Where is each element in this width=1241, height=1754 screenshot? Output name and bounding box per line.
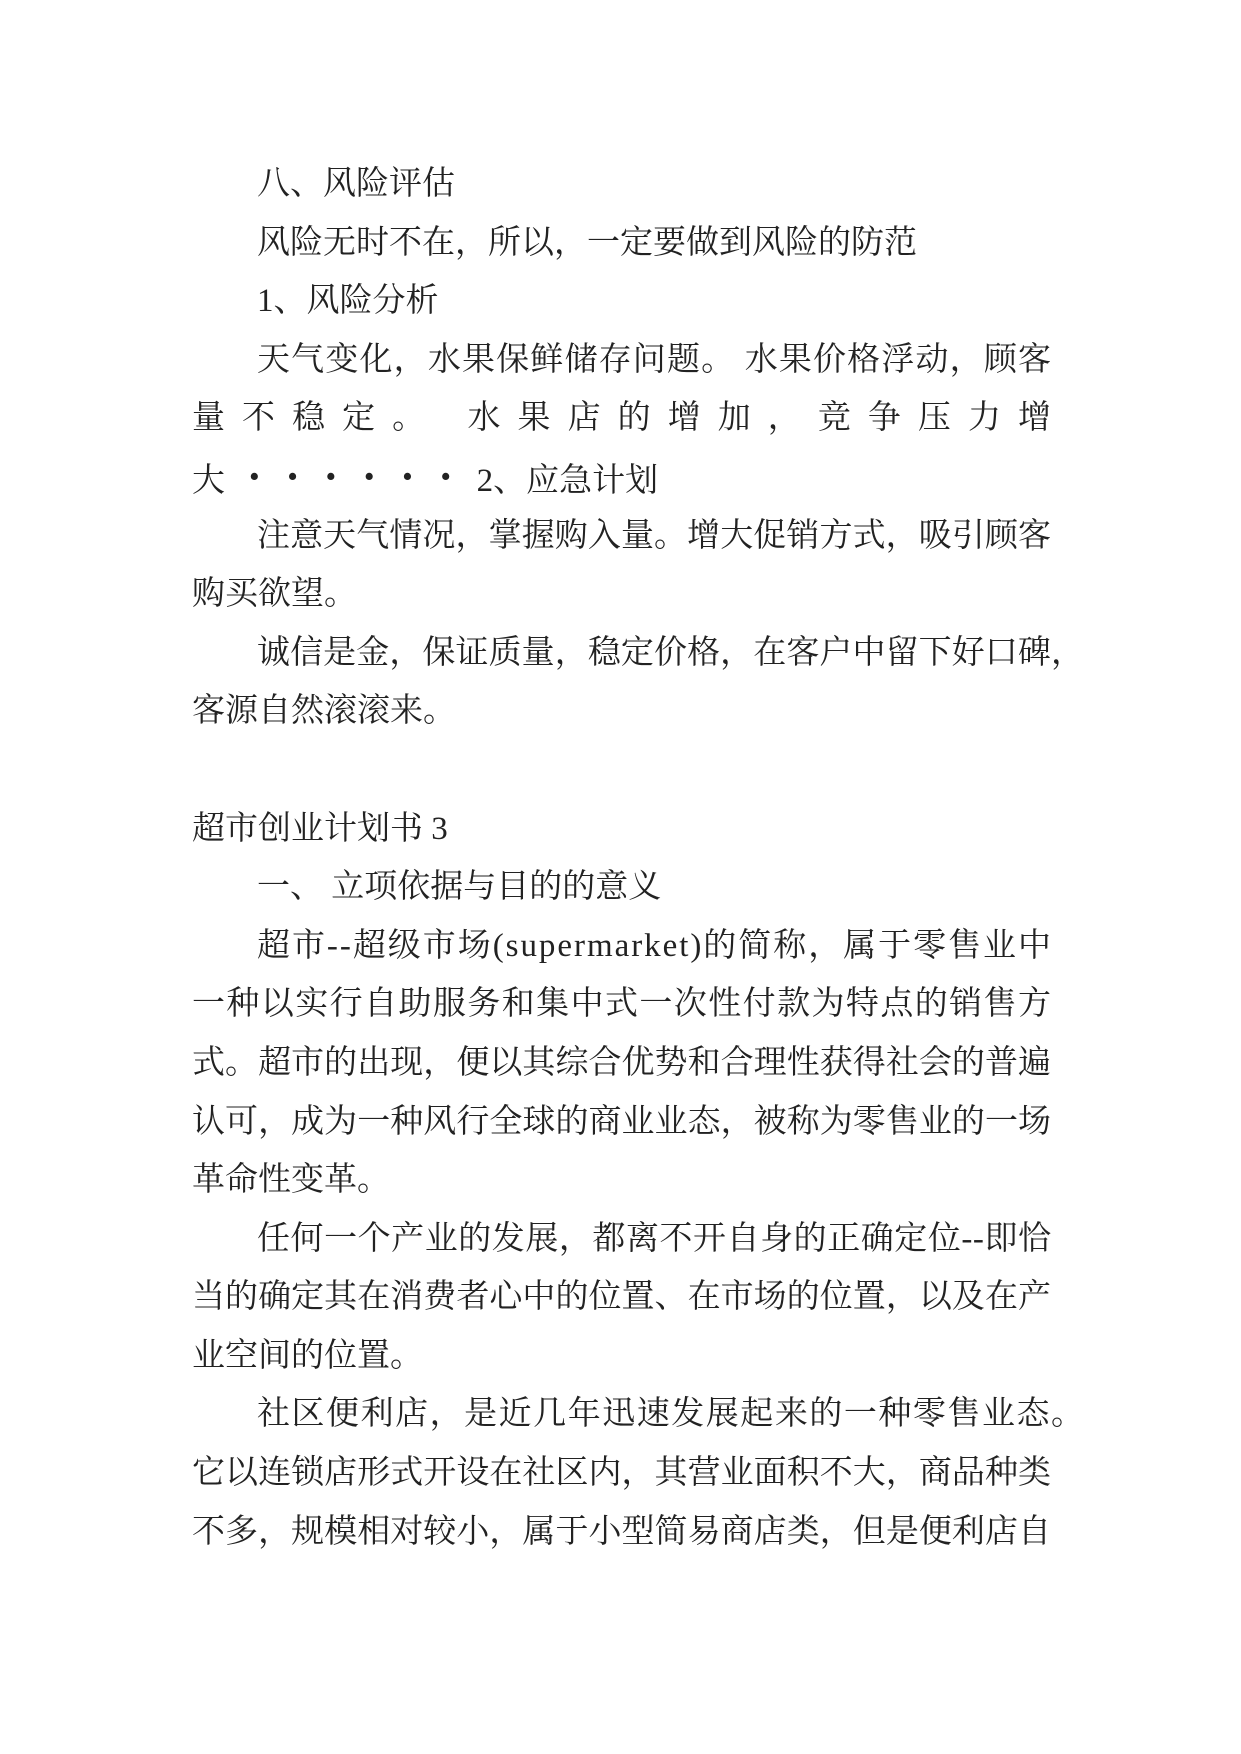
integrity-paragraph-line <box>192 682 1051 741</box>
risk-analysis-line <box>192 389 1069 448</box>
paragraph3-line <box>192 1503 1051 1562</box>
paragraph1-line <box>192 1093 1051 1152</box>
paragraph-line-text: 大 <box>192 462 225 499</box>
risk-intro-text: 风险无时不在，所以，一定要做到风险的防范 <box>257 224 917 261</box>
risk-analysis-line <box>192 331 1051 390</box>
paragraph-line-text: 注意天气情况，掌握购入量。增大促销方式，吸引顾客 <box>257 517 1052 554</box>
paragraph-line-text: 革命性变革。 <box>192 1162 390 1199</box>
paragraph1-line <box>192 917 1051 976</box>
risk-analysis-last-line <box>192 448 1051 507</box>
paragraph1-line <box>192 1151 1051 1210</box>
plan3-title-text: 超市创业计划书 3 <box>192 810 448 847</box>
plan3-title <box>192 800 1051 859</box>
paragraph-line-text: 量不稳定。 水果店的增加，竞争压力增 <box>192 400 1069 437</box>
paragraph-line-text: 购买欲望。 <box>192 576 357 613</box>
integrity-paragraph-line <box>192 624 1085 683</box>
risk-intro-line <box>192 214 1051 273</box>
plan-paragraph-line <box>192 507 1051 566</box>
paragraph-line-text: 一种以实行自助服务和集中式一次性付款为特点的销售方 <box>192 986 1053 1023</box>
paragraph-line-text: 不多，规模相对较小，属于小型简易商店类，但是便利店自 <box>192 1513 1052 1550</box>
risk-analysis-heading <box>192 272 1051 331</box>
paragraph-line-text: 客源自然滚滚来。 <box>192 693 456 730</box>
paragraph-line-text: 业空间的位置。 <box>192 1337 423 1374</box>
section1-heading <box>192 858 1051 917</box>
paragraph-line-text: 社区便利店，是近几年迅速发展起来的一种零售业态。 <box>257 1396 1086 1433</box>
paragraph-line-text: 诚信是金，保证质量，稳定价格，在客户中留下好口碑， <box>257 634 1085 671</box>
paragraph-line-text: 它以连锁店形式开设在社区内，其营业面积不大，商品种类 <box>192 1455 1052 1492</box>
paragraph3-line <box>192 1444 1051 1503</box>
paragraph-line-text: 认可，成为一种风行全球的商业业态，被称为零售业的一场 <box>192 1103 1052 1140</box>
paragraph-line-text: 当的确定其在消费者心中的位置、在市场的位置，以及在产 <box>192 1279 1052 1316</box>
ellipsis-dots: ······ <box>247 451 477 501</box>
paragraph-line-text: 式。超市的出现，便以其综合优势和合理性获得社会的普遍 <box>192 1044 1052 1081</box>
paragraph3-line <box>192 1385 1086 1444</box>
emergency-plan-heading-text: 2、应急计划 <box>476 462 659 499</box>
paragraph-line-text: 超市--超级市场(supermarket)的简称，属于零售业中 <box>257 927 1053 964</box>
risk-section-heading <box>192 155 1051 214</box>
risk-section-heading-text: 八、风险评估 <box>257 166 455 202</box>
risk-analysis-heading-text: 1、风险分析 <box>257 283 439 320</box>
paragraph-line-text: 天气变化，水果保鲜储存问题。 水果价格浮动，顾客 <box>257 341 1053 378</box>
paragraph1-line <box>192 1034 1051 1093</box>
paragraph2-line <box>192 1268 1051 1327</box>
paragraph2-line <box>192 1210 1051 1269</box>
document-body <box>192 155 1086 1561</box>
section1-heading-text: 一、 立项依据与目的的意义 <box>257 869 662 906</box>
paragraph1-line <box>192 975 1051 1034</box>
plan-paragraph-line <box>192 565 1051 624</box>
blank-line <box>192 741 1051 800</box>
paragraph2-line <box>192 1327 1051 1386</box>
paragraph-line-text: 任何一个产业的发展，都离不开自身的正确定位--即恰 <box>257 1220 1052 1257</box>
